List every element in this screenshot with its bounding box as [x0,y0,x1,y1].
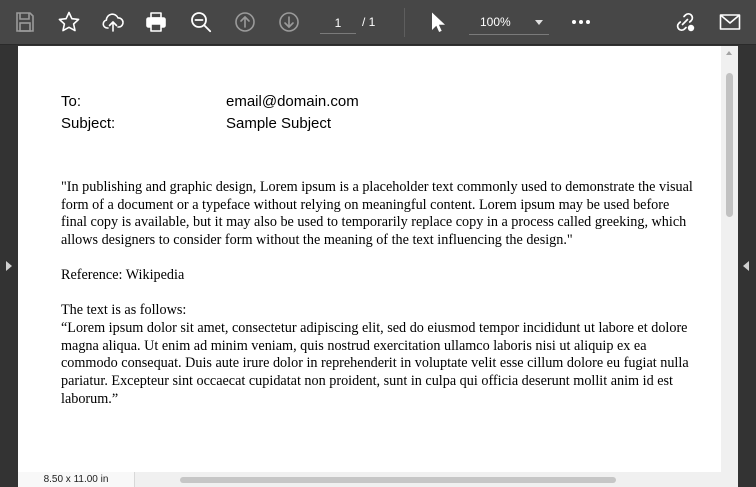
document-page [18,46,721,472]
scroll-up-icon[interactable] [726,51,732,55]
zoom-out-icon [189,10,213,34]
printer-icon [144,10,168,34]
print-button[interactable] [141,7,171,37]
page-size-label: 8.50 x 11.00 in [18,472,135,487]
to-label: To: [61,93,82,110]
chevron-left-icon [743,261,749,271]
vertical-scroll-thumb[interactable] [726,73,733,217]
reference-line: Reference: Wikipedia [61,267,185,283]
previous-page-button[interactable] [230,7,260,37]
zoom-out-button[interactable] [186,7,216,37]
scrollbar-corner [721,472,738,487]
more-options-button[interactable] [566,7,596,37]
page-total: / 1 [362,15,376,29]
chevron-down-icon [535,20,543,25]
left-panel-toggle[interactable] [0,45,18,487]
quote-paragraph: “Lorem ipsum dolor sit amet, consectetur adipiscing elit, sed do eiusmod tempor incididunt ut labore et dolore magna aliqua. Ut enim ad minim veniam, quis nostrud exercitation ullamco laboris nisi ut aliquip ex ea commodo consequat. Duis aute irure dolor in reprehenderit in voluptate velit esse cillum dolore eu fugiat nulla pariatur. Excepteur sint occaecat cupidatat non proident, sunt in culpa qui officia deserunt mollit anim id est laborum.” [61,320,689,407]
broken-link-icon [673,10,697,34]
arrow-down-circle-icon [277,10,301,34]
arrow-up-circle-icon [233,10,257,34]
cursor-arrow-icon [425,10,449,34]
to-value: email@domain.com [226,93,359,110]
email-button[interactable] [715,7,745,37]
star-icon [57,10,81,34]
more-dots-icon [569,10,593,34]
next-page-button[interactable] [274,7,304,37]
envelope-icon [718,10,742,34]
page-number-input[interactable] [320,12,356,34]
vertical-scrollbar[interactable] [721,46,738,472]
zoom-select[interactable] [469,11,549,35]
cloud-upload-icon [101,10,125,34]
subject-label: Subject: [61,115,116,132]
save-button[interactable] [10,7,40,37]
toolbar-separator [404,8,405,37]
unlink-button[interactable] [670,7,700,37]
body-paragraph: "In publishing and graphic design, Lorem ipsum is a placeholder text commonly used to demonstrate the visual form of a document or a typeface without relying on meaningful content. Lorem ipsum may be used before final copy is available, but it may also be used to temporarily replace copy in a process called greeking, which allows designers to consider form without the meaning of the text influencing the design." [61,179,693,249]
horizontal-scroll-thumb[interactable] [180,477,616,483]
chevron-right-icon [6,261,12,271]
intro-line: The text is as follows: [61,302,187,318]
status-bar [18,472,721,487]
subject-value: Sample Subject [226,115,332,132]
toolbar [0,0,756,45]
select-tool-button[interactable] [422,7,452,37]
save-icon [13,10,37,34]
zoom-value: 100% [480,15,511,29]
right-panel-toggle[interactable] [738,45,756,487]
bookmark-button[interactable] [54,7,84,37]
upload-button[interactable] [98,7,128,37]
